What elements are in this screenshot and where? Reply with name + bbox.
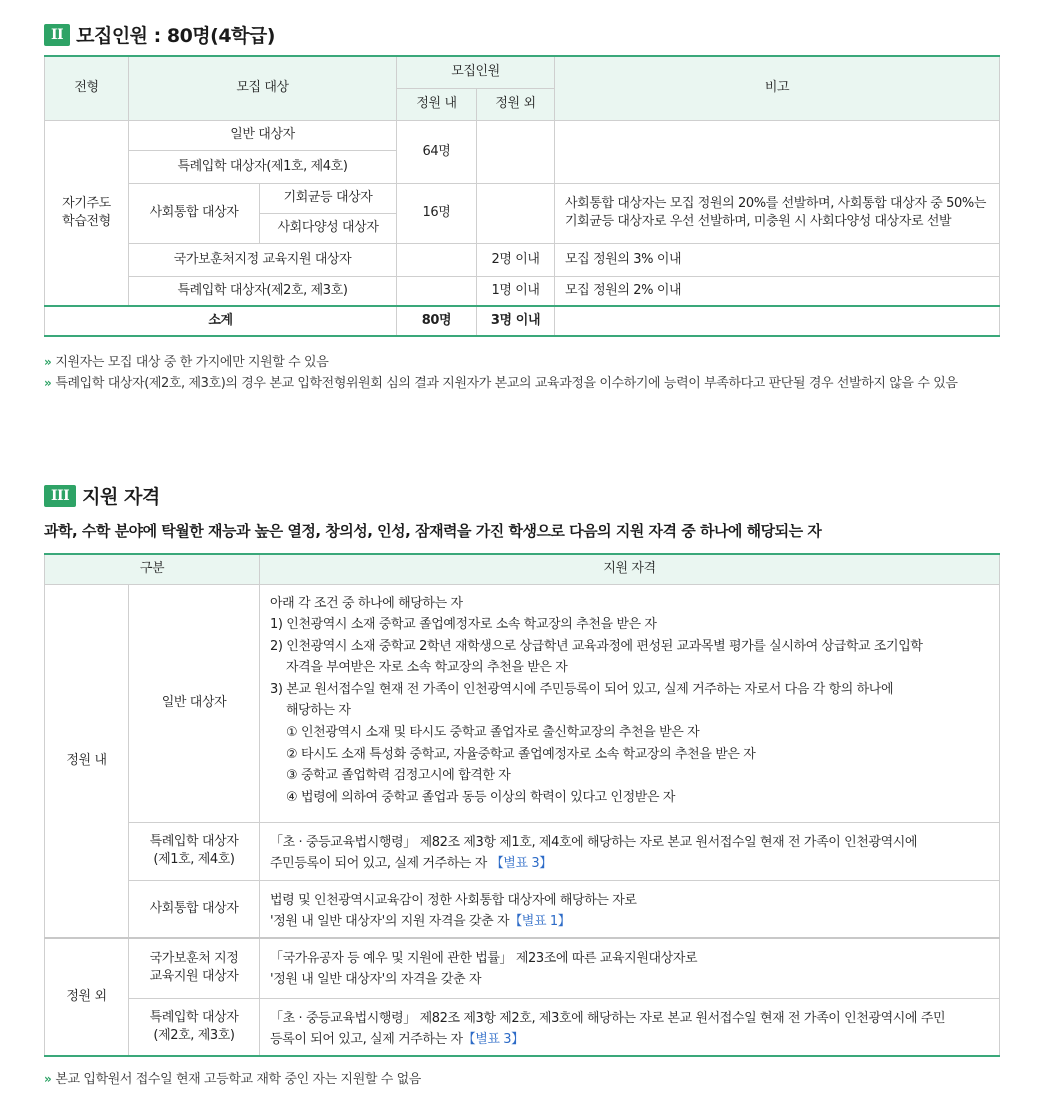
target-special1: 특례입학 대상자(제1호, 제4호) xyxy=(129,150,397,183)
special2-out: 1명 이내 xyxy=(477,276,555,306)
empty-cell xyxy=(397,276,477,306)
header-quota: 모집인원 xyxy=(397,56,555,88)
empty-cell xyxy=(555,120,1000,183)
total-label: 소계 xyxy=(45,306,397,336)
special2-label: 특례입학 대상자 (제2호, 제3호) xyxy=(129,998,260,1056)
veteran-qualification: 「국가유공자 등 예우 및 지원에 관한 법률」 제23조에 따른 교육지원대상자로 '정원 내 일반 대상자'의 자격을 갖춘 자 xyxy=(260,938,1000,998)
target-general: 일반 대상자 xyxy=(129,120,397,150)
social-qualification: 법령 및 인천광역시교육감이 정한 사회통합 대상자에 해당하는 자로 '정원 내 일반 대상자'의 지원 자격을 갖춘 자【별표 1】 xyxy=(260,880,1000,938)
target-special2: 특례입학 대상자(제2호, 제3호) xyxy=(129,276,397,306)
header-qualification: 지원 자격 xyxy=(260,554,1000,584)
bullet-icon: » xyxy=(44,376,52,390)
header-out-quota: 정원 외 xyxy=(477,88,555,120)
header-category: 구분 xyxy=(45,554,260,584)
note-2: » 특례입학 대상자(제2호, 제3호)의 경우 본교 입학전형위원회 심의 결과 지원자가 본교의 교육과정을 이수하기에 능력이 부족하다고 판단될 경우 선발하지 않을 수 있음 xyxy=(44,376,958,391)
header-in-quota: 정원 내 xyxy=(397,88,477,120)
out-quota-label: 정원 외 xyxy=(45,938,129,1056)
qualification-table xyxy=(44,553,1000,1057)
target-social-equal: 기회균등 대상자 xyxy=(260,183,397,213)
in-quota-label: 정원 내 xyxy=(45,584,129,938)
empty-cell xyxy=(397,243,477,276)
general-qualification: 아래 각 조건 중 하나에 해당하는 자 1) 인천광역시 소재 중학교 졸업예정자로 소속 학교장의 추천을 받은 자 2) 인천광역시 소재 중학교 2학년 재학생으로 상급학년 교육과정에 편성된 교과목별 평가를 실시하여 상급학교 조기입학 자격을 부여받은 자로 소속 학교장의 추천을 받은 자 3) 본교 원서접수일 현재 전 가족이 인천광역시에 주민등록이 되어 있고, 실제 거주하는 자로서 다음 각 항의 하나에 해당하는 자 ① 인천광역시 소재 및 타시도 중학교 졸업자로 출신학교장의 추천을 받은 자 ② 타시도 소재 특성화 중학교, 자율중학교 졸업예정자로 소속 학교장의 추천을 받은 자 ③ 중학교 졸업학력 검정고시에 합격한 자 ④ 법령에 의하여 중학교 졸업과 동등 이상의 학력이 있다고 인정받은 자 xyxy=(260,584,1000,822)
quota-64: 64명 xyxy=(397,120,477,183)
special1-qualification: 「초 · 중등교육법시행령」 제82조 제3항 제1호, 제4호에 해당하는 자로 본교 원서접수일 현재 전 가족이 인천광역시에 주민등록이 되어 있고, 실제 거주하는 자 【별표 3】 xyxy=(260,822,1000,880)
veteran-label: 국가보훈처 지정 교육지원 대상자 xyxy=(129,938,260,998)
empty-cell xyxy=(555,306,1000,336)
target-veteran: 국가보훈처지정 교육지원 대상자 xyxy=(129,243,397,276)
quota-16: 16명 xyxy=(397,183,477,243)
special1-label: 특례입학 대상자 (제1호, 제4호) xyxy=(129,822,260,880)
header-remark: 비고 xyxy=(555,56,1000,120)
type-self-directed: 자기주도 학습전형 xyxy=(45,120,129,306)
veteran-remark: 모집 정원의 3% 이내 xyxy=(555,243,1000,276)
section-ii-number: II xyxy=(44,24,70,46)
section-iii-intro: 과학, 수학 분야에 탁월한 재능과 높은 열정, 창의성, 인성, 잠재력을 가진 학생으로 다음의 지원 자격 중 하나에 해당되는 자 xyxy=(44,522,822,540)
appendix-ref: 【별표 3】 xyxy=(490,855,552,871)
appendix-ref: 【별표 1】 xyxy=(509,913,571,929)
target-social-diversity: 사회다양성 대상자 xyxy=(260,213,397,243)
section-ii-title xyxy=(44,21,275,48)
bullet-icon: » xyxy=(44,355,52,369)
special2-remark: 모집 정원의 2% 이내 xyxy=(555,276,1000,306)
section-ii-heading: 모집인원 : 80명(4학급) xyxy=(76,25,275,47)
note-3: » 본교 입학원서 접수일 현재 고등학교 재학 중인 자는 지원할 수 없음 xyxy=(44,1072,421,1087)
social-remark: 사회통합 대상자는 모집 정원의 20%를 선발하며, 사회통합 대상자 중 50%는 기회균등 대상자로 우선 선발하며, 미충원 시 사회다양성 대상자로 선발 xyxy=(555,183,1000,243)
veteran-out: 2명 이내 xyxy=(477,243,555,276)
target-social: 사회통합 대상자 xyxy=(129,183,260,243)
appendix-ref: 【별표 3】 xyxy=(462,1031,524,1047)
header-type: 전형 xyxy=(45,56,129,120)
header-target: 모집 대상 xyxy=(129,56,397,120)
section-iii-heading: 지원 자격 xyxy=(82,486,160,508)
empty-cell xyxy=(477,120,555,183)
bullet-icon: » xyxy=(44,1072,52,1086)
empty-cell xyxy=(477,183,555,243)
total-in: 80명 xyxy=(397,306,477,336)
section-iii-title xyxy=(44,482,160,509)
total-out: 3명 이내 xyxy=(477,306,555,336)
social-label: 사회통합 대상자 xyxy=(129,880,260,938)
note-1: » 지원자는 모집 대상 중 한 가지에만 지원할 수 있음 xyxy=(44,355,329,370)
general-label: 일반 대상자 xyxy=(129,584,260,822)
special2-qualification: 「초 · 중등교육법시행령」 제82조 제3항 제2호, 제3호에 해당하는 자로 본교 원서접수일 현재 전 가족이 인천광역시에 주민 등록이 되어 있고, 실제 거주하는 자【별표 3】 xyxy=(260,998,1000,1056)
section-iii-number: III xyxy=(44,485,76,507)
quota-table xyxy=(44,55,1000,337)
